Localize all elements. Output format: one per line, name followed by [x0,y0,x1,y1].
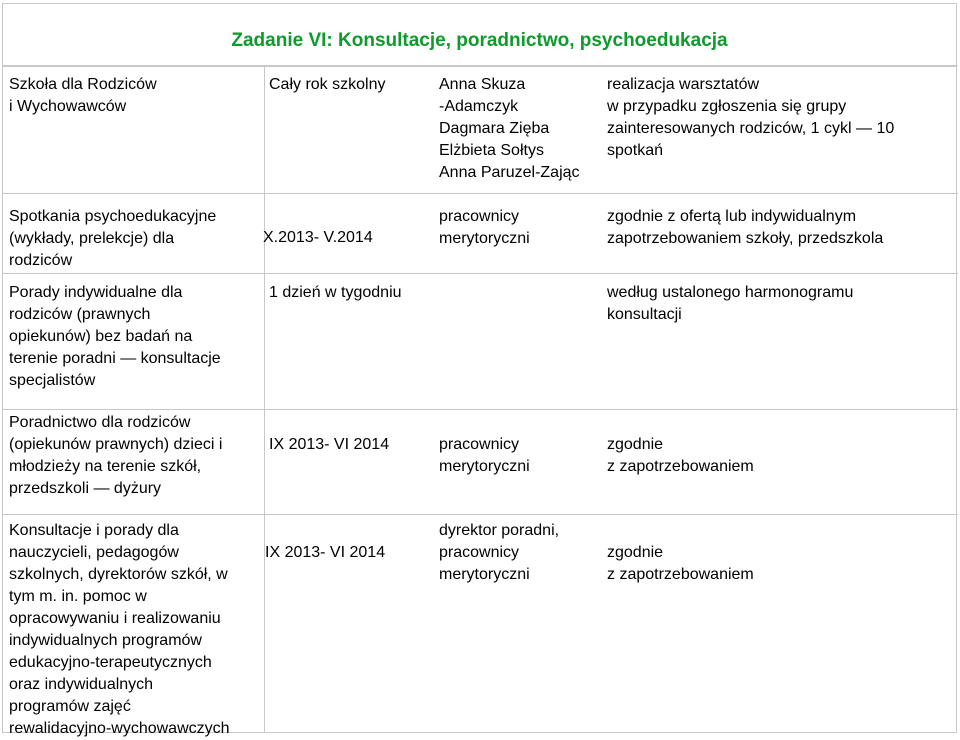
document-page [2,3,957,737]
cell-people: Anna Skuza -Adamczyk Dagmara Zięba Elżbieta Sołtys Anna Paruzel-Zając [439,76,580,181]
cell-notes: realizacja warsztatów w przypadku zgłoszenia się grupy zainteresowanych rodziców, 1 cykl — 10 spotkań [607,76,895,159]
title-row [2,3,957,67]
cell-task: Poradnictwo dla rodziców (opiekunów prawnych) dzieci i młodzieży na terenie szkół, przedszkoli — dyżury [9,414,223,497]
cell-people: dyrektor poradni, pracownicy merytoryczni [439,522,560,583]
table-row [3,273,958,410]
cell-time: IX 2013- VI 2014 [269,436,390,453]
cell-task: Konsultacje i porady dla nauczycieli, pedagogów szkolnych, dyrektorów szkół, w tym m. in. pomoc w opracowywaniu i realizowaniu indywidualnych programów edukacyjno-terapeutycznych oraz indywidualnych programów zajęć rewalidacyjno-wychowawczych [9,522,230,737]
table [2,65,957,737]
cell-notes: według ustalonego harmonogramu konsultacji [607,284,854,323]
cell-time: IX 2013- VI 2014 [265,544,386,561]
table-row [3,65,958,194]
cell-people: pracownicy merytoryczni [439,208,530,247]
cell-task: Spotkania psychoedukacyjne (wykłady, prelekcje) dla rodziców [9,208,217,269]
table-row [3,193,958,274]
cell-task: Porady indywidualne dla rodziców (prawnych opiekunów) bez badań na terenie poradni — konsultacje specjalistów [9,284,221,389]
cell-notes: zgodnie z zapotrzebowaniem [607,436,754,475]
cell-time: 1 dzień w tygodniu [269,284,402,301]
cell-task: Szkoła dla Rodziców i Wychowawców [9,76,157,115]
cell-notes: zgodnie z zapotrzebowaniem [607,544,754,583]
cell-people [439,282,605,410]
cell-notes: zgodnie z ofertą lub indywidualnym zapotrzebowaniem szkoły, przedszkola [607,208,884,247]
page-title: Zadanie VI: Konsultacje, poradnictwo, psychoedukacja [231,30,728,51]
cell-time: Cały rok szkolny [269,76,386,93]
cell-people: pracownicy merytoryczni [439,436,530,475]
cell-time: X.2013- V.2014 [263,229,373,246]
table-row [3,409,958,515]
table-row [3,514,958,737]
